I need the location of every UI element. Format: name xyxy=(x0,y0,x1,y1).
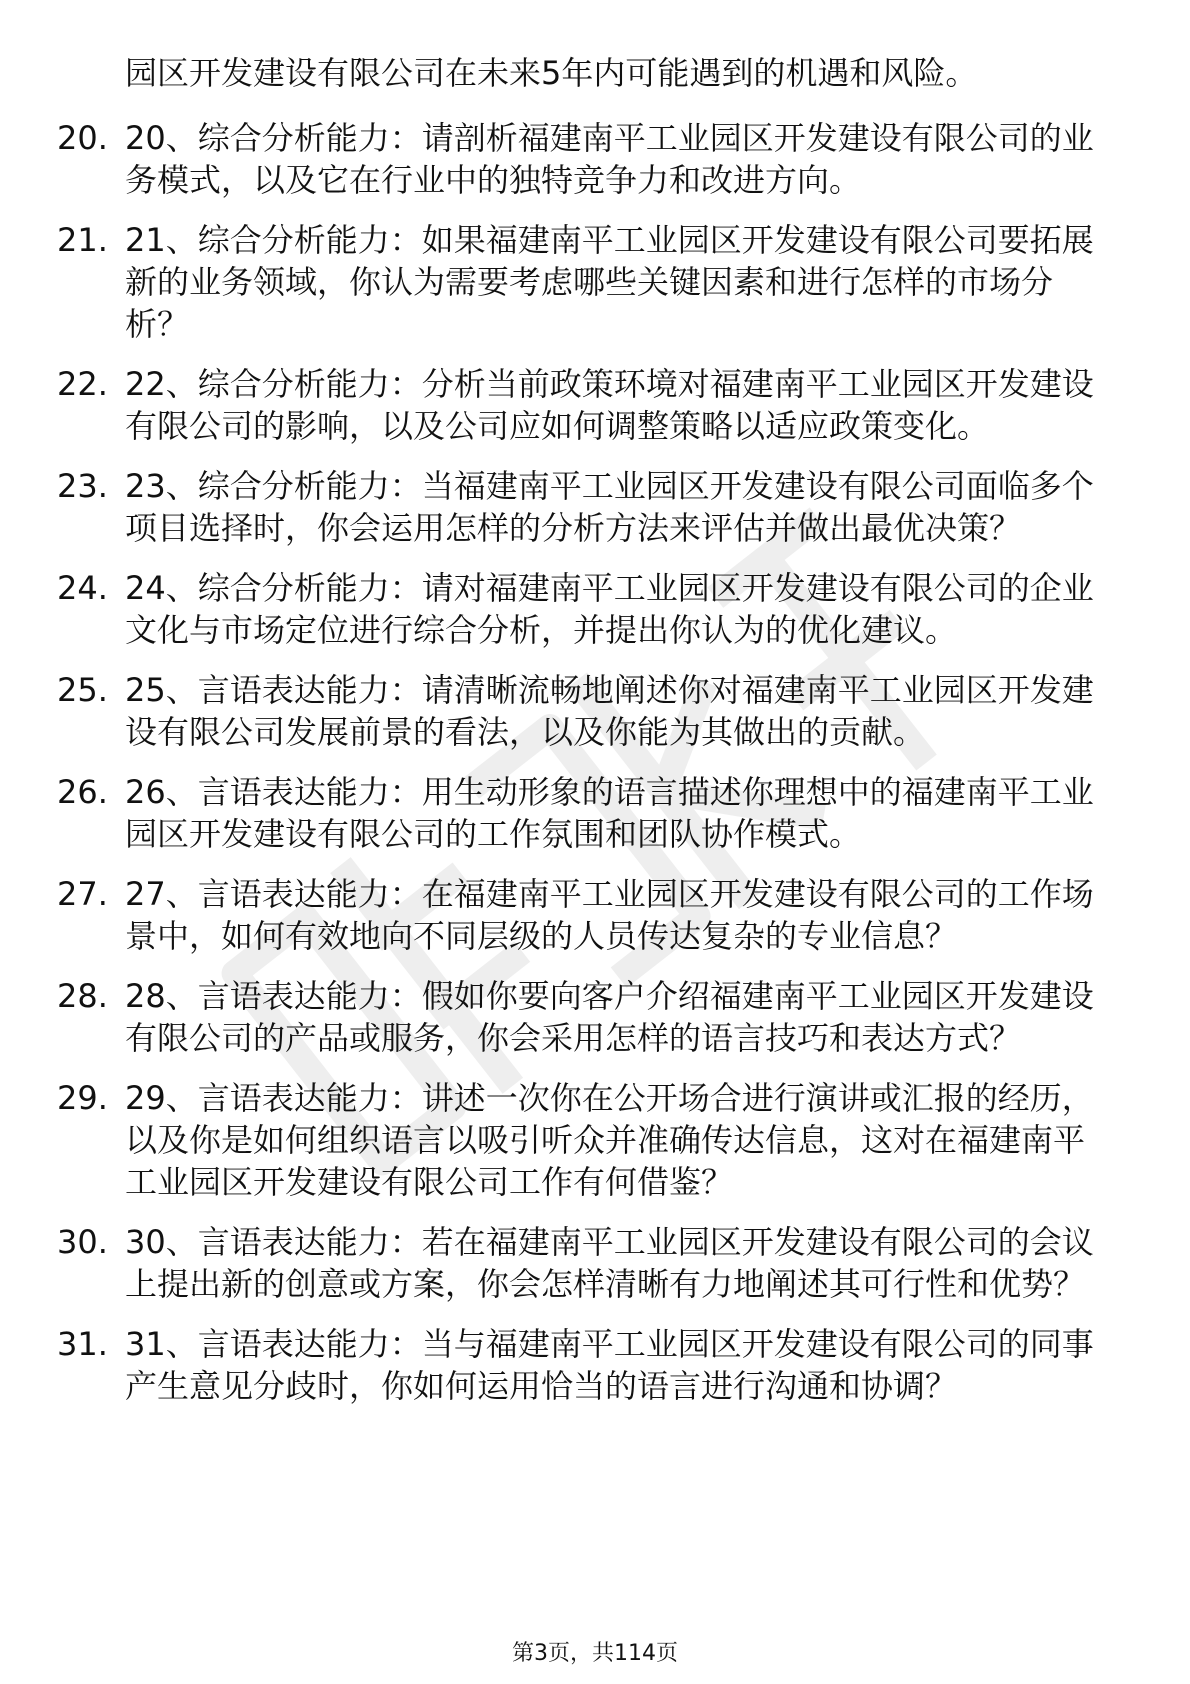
list-item-text: 27、言语表达能力：在福建南平工业园区开发建设有限公司的工作场景中，如何有效地向不同层级的人员传达复杂的专业信息？ xyxy=(125,875,1094,955)
list-item-text: 28、言语表达能力：假如你要向客户介绍福建南平工业园区开发建设有限公司的产品或服务，你会采用怎样的语言技巧和表达方式？ xyxy=(125,977,1094,1057)
list-item-text: 20、综合分析能力：请剖析福建南平工业园区开发建设有限公司的业务模式，以及它在行业中的独特竞争力和改进方向。 xyxy=(125,119,1094,199)
list-item xyxy=(0,873,1115,957)
list-item-number: 22. xyxy=(57,365,108,403)
list-item xyxy=(0,1323,1115,1407)
list-item xyxy=(0,219,1115,345)
list-item-text: 31、言语表达能力：当与福建南平工业园区开发建设有限公司的同事产生意见分歧时，你如何运用恰当的语言进行沟通和协调？ xyxy=(125,1325,1094,1405)
list-item xyxy=(0,363,1115,447)
list-item-number: 21. xyxy=(57,221,108,259)
list-item xyxy=(0,975,1115,1059)
list-item-number: 20. xyxy=(57,119,108,157)
list-item-number: 23. xyxy=(57,467,108,505)
list-item-number: 29. xyxy=(57,1079,108,1117)
list-item-text: 30、言语表达能力：若在福建南平工业园区开发建设有限公司的会议上提出新的创意或方案，你会怎样清晰有力地阐述其可行性和优势？ xyxy=(125,1223,1094,1303)
list-item xyxy=(0,669,1115,753)
list-item-number: 25. xyxy=(57,671,108,709)
list-item xyxy=(0,567,1115,651)
list-item-text: 24、综合分析能力：请对福建南平工业园区开发建设有限公司的企业文化与市场定位进行综合分析，并提出你认为的优化建议。 xyxy=(125,569,1094,649)
list-item xyxy=(0,117,1115,201)
list-item-number: 26. xyxy=(57,773,108,811)
list-item-number: 31. xyxy=(57,1325,108,1363)
continuation-text: 园区开发建设有限公司在未来5年内可能遇到的机遇和风险。 xyxy=(125,54,978,92)
list-item xyxy=(0,465,1115,549)
list-item-number: 27. xyxy=(57,875,108,913)
list-item-number: 28. xyxy=(57,977,108,1015)
list-item xyxy=(0,1221,1115,1305)
list-item-text: 23、综合分析能力：当福建南平工业园区开发建设有限公司面临多个项目选择时，你会运用怎样的分析方法来评估并做出最优决策？ xyxy=(125,467,1094,547)
list-item xyxy=(0,771,1115,855)
list-item-text: 22、综合分析能力：分析当前政策环境对福建南平工业园区开发建设有限公司的影响，以及公司应如何调整策略以适应政策变化。 xyxy=(125,365,1094,445)
list-item-text: 21、综合分析能力：如果福建南平工业园区开发建设有限公司要拓展新的业务领域，你认为需要考虑哪些关键因素和进行怎样的市场分析？ xyxy=(125,221,1094,343)
list-item-text: 25、言语表达能力：请清晰流畅地阐述你对福建南平工业园区开发建设有限公司发展前景的看法，以及你能为其做出的贡献。 xyxy=(125,671,1094,751)
list-item-number: 30. xyxy=(57,1223,108,1261)
list-item-text: 29、言语表达能力：讲述一次你在公开场合进行演讲或汇报的经历，以及你是如何组织语言以吸引听众并准确传达信息，这对在福建南平工业园区开发建设有限公司工作有何借鉴？ xyxy=(125,1079,1094,1201)
question-list xyxy=(0,117,1190,1425)
list-item-text: 26、言语表达能力：用生动形象的语言描述你理想中的福建南平工业园区开发建设有限公司的工作氛围和团队协作模式。 xyxy=(125,773,1094,853)
list-item-number: 24. xyxy=(57,569,108,607)
list-item xyxy=(0,1077,1115,1203)
page-footer: 第3页，共114页 xyxy=(512,1641,678,1666)
